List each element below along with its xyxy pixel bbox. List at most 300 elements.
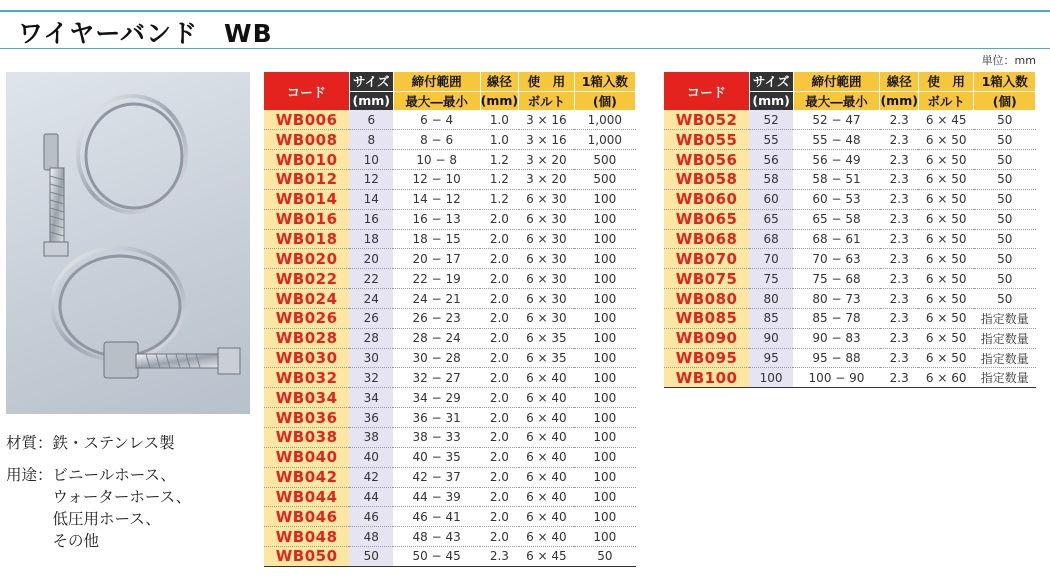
cell-bolt: 6 × 40 — [519, 368, 575, 388]
cell-range: 30 − 28 — [393, 348, 480, 368]
cell-size: 55 — [749, 130, 793, 150]
cell-code: WB055 — [664, 130, 749, 150]
use-list — [53, 464, 192, 552]
cell-qty: 100 — [574, 408, 635, 428]
cell-code: WB010 — [264, 150, 349, 170]
column-header-size-unit: (mm) — [749, 91, 793, 110]
cell-bolt: 6 × 40 — [519, 507, 575, 527]
cell-wire: 2.3 — [880, 189, 918, 209]
cell-wire: 1.2 — [480, 150, 518, 170]
cell-qty: 100 — [574, 249, 635, 269]
cell-bolt: 6 × 45 — [918, 110, 973, 130]
cell-size: 34 — [349, 388, 393, 408]
unit-label: 単位：mm — [981, 54, 1036, 67]
cell-code: WB030 — [264, 348, 349, 368]
table-row — [264, 467, 636, 487]
cell-size: 100 — [749, 368, 793, 388]
cell-qty: 100 — [574, 368, 635, 388]
column-header-size: サイズ — [749, 72, 793, 91]
cell-size: 6 — [349, 110, 393, 130]
cell-size: 24 — [349, 289, 393, 309]
table-row — [664, 289, 1036, 309]
cell-wire: 2.3 — [880, 348, 918, 368]
product-info — [6, 432, 256, 552]
table-row — [264, 428, 636, 448]
table-row — [264, 189, 636, 209]
cell-qty: 100 — [574, 428, 635, 448]
cell-qty: 100 — [574, 289, 635, 309]
column-header-code: コード — [664, 72, 749, 110]
cell-code: WB018 — [264, 229, 349, 249]
cell-wire: 2.3 — [880, 368, 918, 388]
cell-range: 65 − 58 — [793, 209, 880, 229]
table-row — [664, 249, 1036, 269]
cell-range: 26 − 23 — [393, 308, 480, 328]
table-row — [664, 150, 1036, 170]
wire-band-photo-icon — [6, 72, 250, 414]
use-row — [6, 464, 256, 552]
material-label: 材質： — [6, 434, 53, 452]
cell-wire: 2.0 — [480, 388, 518, 408]
cell-range: 10 − 8 — [393, 150, 480, 170]
cell-range: 68 − 61 — [793, 229, 880, 249]
cell-size: 46 — [349, 507, 393, 527]
cell-qty: 100 — [574, 507, 635, 527]
cell-bolt: 6 × 40 — [519, 388, 575, 408]
table-row — [264, 348, 636, 368]
table-row — [264, 209, 636, 229]
cell-code: WB056 — [664, 150, 749, 170]
table-row — [264, 150, 636, 170]
cell-code: WB006 — [264, 110, 349, 130]
column-header-size: サイズ — [349, 72, 393, 91]
table-row — [264, 170, 636, 190]
table-row — [664, 170, 1036, 190]
cell-wire: 2.0 — [480, 408, 518, 428]
column-header-wire-unit: (mm) — [880, 91, 918, 110]
cell-bolt: 6 × 30 — [519, 249, 575, 269]
header-bottom-rule — [0, 48, 1050, 49]
cell-size: 60 — [749, 189, 793, 209]
cell-range: 12 − 10 — [393, 170, 480, 190]
use-item: ビニールホース、 — [52, 466, 176, 484]
cell-wire: 2.3 — [880, 229, 918, 249]
cell-wire: 2.0 — [480, 308, 518, 328]
cell-size: 10 — [349, 150, 393, 170]
cell-qty: 50 — [974, 249, 1036, 269]
cell-size: 70 — [749, 249, 793, 269]
cell-range: 18 − 15 — [393, 229, 480, 249]
cell-bolt: 6 × 35 — [519, 348, 575, 368]
cell-range: 58 − 51 — [793, 170, 880, 190]
cell-code: WB050 — [264, 547, 349, 567]
cell-wire: 2.0 — [480, 289, 518, 309]
column-header-qty-unit: (個) — [574, 91, 635, 110]
material-value: 鉄・ステンレス製 — [52, 434, 175, 452]
cell-size: 14 — [349, 189, 393, 209]
cell-size: 58 — [749, 170, 793, 190]
cell-wire: 1.0 — [480, 110, 518, 130]
cell-bolt: 6 × 50 — [918, 328, 973, 348]
cell-bolt: 6 × 50 — [918, 289, 973, 309]
cell-bolt: 3 × 20 — [519, 170, 575, 190]
cell-wire: 1.2 — [480, 189, 518, 209]
table-row — [264, 388, 636, 408]
cell-range: 8 − 6 — [393, 130, 480, 150]
cell-wire: 2.0 — [480, 368, 518, 388]
page-header — [0, 0, 1050, 52]
cell-wire: 1.0 — [480, 130, 518, 150]
cell-range: 95 − 88 — [793, 348, 880, 368]
table-row — [264, 487, 636, 507]
table-row — [264, 130, 636, 150]
cell-qty: 100 — [574, 229, 635, 249]
column-header-qty: 1箱入数 — [974, 72, 1036, 91]
cell-code: WB032 — [264, 368, 349, 388]
cell-code: WB060 — [664, 189, 749, 209]
column-header-wire-unit: (mm) — [480, 91, 518, 110]
cell-bolt: 6 × 40 — [519, 408, 575, 428]
cell-wire: 2.0 — [480, 229, 518, 249]
use-item: ウォーターホース、 — [52, 488, 192, 506]
cell-wire: 2.3 — [880, 170, 918, 190]
cell-wire: 2.3 — [880, 289, 918, 309]
cell-qty: 50 — [974, 130, 1036, 150]
cell-qty: 50 — [974, 269, 1036, 289]
cell-code: WB090 — [664, 328, 749, 348]
cell-bolt: 6 × 30 — [519, 308, 575, 328]
cell-range: 32 − 27 — [393, 368, 480, 388]
table-row — [664, 110, 1036, 130]
cell-qty: 100 — [574, 328, 635, 348]
cell-wire: 2.3 — [880, 110, 918, 130]
column-header-bolt: 使 用 — [519, 72, 575, 91]
cell-range: 16 − 13 — [393, 209, 480, 229]
cell-code: WB065 — [664, 209, 749, 229]
table-row — [264, 229, 636, 249]
cell-qty: 指定数量 — [974, 348, 1036, 368]
table-row — [664, 209, 1036, 229]
table-row — [264, 328, 636, 348]
cell-code: WB012 — [264, 170, 349, 190]
cell-code: WB044 — [264, 487, 349, 507]
cell-code: WB080 — [664, 289, 749, 309]
cell-size: 36 — [349, 408, 393, 428]
cell-range: 46 − 41 — [393, 507, 480, 527]
cell-range: 80 − 73 — [793, 289, 880, 309]
cell-code: WB014 — [264, 189, 349, 209]
cell-bolt: 6 × 50 — [918, 209, 973, 229]
cell-range: 14 − 12 — [393, 189, 480, 209]
cell-bolt: 6 × 40 — [519, 487, 575, 507]
cell-range: 75 − 68 — [793, 269, 880, 289]
cell-size: 48 — [349, 527, 393, 547]
cell-bolt: 6 × 30 — [519, 189, 575, 209]
cell-bolt: 6 × 60 — [918, 368, 973, 388]
cell-range: 44 − 39 — [393, 487, 480, 507]
cell-size: 38 — [349, 428, 393, 448]
cell-code: WB068 — [664, 229, 749, 249]
cell-range: 60 − 53 — [793, 189, 880, 209]
cell-size: 42 — [349, 467, 393, 487]
use-item: 低圧用ホース、 — [52, 510, 161, 528]
column-header-wire: 線径 — [880, 72, 918, 91]
cell-range: 36 − 31 — [393, 408, 480, 428]
cell-bolt: 6 × 40 — [519, 428, 575, 448]
cell-qty: 1,000 — [574, 130, 635, 150]
cell-bolt: 6 × 40 — [519, 527, 575, 547]
cell-qty: 1,000 — [574, 110, 635, 130]
cell-code: WB026 — [264, 308, 349, 328]
cell-range: 22 − 19 — [393, 269, 480, 289]
table-row — [664, 348, 1036, 368]
cell-code: WB048 — [264, 527, 349, 547]
cell-bolt: 3 × 16 — [519, 130, 575, 150]
cell-bolt: 6 × 35 — [519, 328, 575, 348]
column-header-qty-unit: (個) — [974, 91, 1036, 110]
cell-size: 85 — [749, 308, 793, 328]
cell-wire: 2.0 — [480, 269, 518, 289]
table-row — [264, 368, 636, 388]
table-row — [264, 507, 636, 527]
column-header-qty: 1箱入数 — [574, 72, 635, 91]
table-row — [664, 229, 1036, 249]
cell-qty: 100 — [574, 269, 635, 289]
cell-qty: 100 — [574, 388, 635, 408]
cell-size: 20 — [349, 249, 393, 269]
cell-bolt: 6 × 50 — [918, 229, 973, 249]
table-row — [264, 308, 636, 328]
table-row — [264, 408, 636, 428]
cell-code: WB008 — [264, 130, 349, 150]
page-title: ワイヤーバンド WB — [18, 19, 273, 48]
cell-size: 30 — [349, 348, 393, 368]
cell-wire: 2.0 — [480, 428, 518, 448]
table-row — [264, 249, 636, 269]
cell-size: 95 — [749, 348, 793, 368]
cell-range: 50 − 45 — [393, 547, 480, 567]
cell-size: 52 — [749, 110, 793, 130]
cell-size: 80 — [749, 289, 793, 309]
cell-range: 100 − 90 — [793, 368, 880, 388]
cell-range: 56 − 49 — [793, 150, 880, 170]
cell-code: WB028 — [264, 328, 349, 348]
cell-bolt: 6 × 40 — [519, 467, 575, 487]
cell-qty: 100 — [574, 447, 635, 467]
cell-wire: 2.3 — [880, 150, 918, 170]
table-row — [264, 289, 636, 309]
table-row — [264, 547, 636, 567]
cell-range: 28 − 24 — [393, 328, 480, 348]
cell-wire: 2.3 — [880, 209, 918, 229]
cell-bolt: 3 × 16 — [519, 110, 575, 130]
cell-qty: 50 — [974, 150, 1036, 170]
cell-range: 55 − 48 — [793, 130, 880, 150]
cell-range: 70 − 63 — [793, 249, 880, 269]
column-header-range-sub: 最大―最小 — [793, 91, 880, 110]
cell-bolt: 6 × 30 — [519, 229, 575, 249]
cell-size: 32 — [349, 368, 393, 388]
header-top-rule — [0, 10, 1050, 12]
use-item: その他 — [52, 532, 100, 550]
cell-bolt: 6 × 40 — [519, 447, 575, 467]
table-row — [264, 269, 636, 289]
cell-range: 20 − 17 — [393, 249, 480, 269]
cell-code: WB022 — [264, 269, 349, 289]
cell-code: WB070 — [664, 249, 749, 269]
product-photo — [6, 72, 250, 414]
cell-wire: 2.0 — [480, 249, 518, 269]
cell-size: 56 — [749, 150, 793, 170]
cell-wire: 1.2 — [480, 170, 518, 190]
cell-size: 26 — [349, 308, 393, 328]
cell-size: 8 — [349, 130, 393, 150]
table-row — [664, 368, 1036, 388]
column-header-code: コード — [264, 72, 349, 110]
cell-bolt: 6 × 50 — [918, 249, 973, 269]
cell-range: 42 − 37 — [393, 467, 480, 487]
cell-wire: 2.3 — [480, 547, 518, 567]
cell-qty: 100 — [574, 527, 635, 547]
cell-qty: 指定数量 — [974, 308, 1036, 328]
cell-bolt: 6 × 50 — [918, 150, 973, 170]
cell-size: 40 — [349, 447, 393, 467]
column-header-bolt-sub: ボルト — [519, 91, 575, 110]
cell-wire: 2.0 — [480, 487, 518, 507]
cell-code: WB058 — [664, 170, 749, 190]
cell-size: 75 — [749, 269, 793, 289]
cell-wire: 2.0 — [480, 209, 518, 229]
cell-qty: 500 — [574, 170, 635, 190]
cell-wire: 2.3 — [880, 308, 918, 328]
cell-size: 65 — [749, 209, 793, 229]
table-row — [264, 447, 636, 467]
cell-size: 28 — [349, 328, 393, 348]
spec-table-right — [664, 72, 1036, 388]
cell-size: 18 — [349, 229, 393, 249]
cell-qty: 100 — [574, 487, 635, 507]
cell-bolt: 3 × 20 — [519, 150, 575, 170]
cell-bolt: 6 × 30 — [519, 289, 575, 309]
cell-wire: 2.0 — [480, 527, 518, 547]
cell-qty: 50 — [574, 547, 635, 567]
cell-bolt: 6 × 45 — [519, 547, 575, 567]
cell-range: 52 − 47 — [793, 110, 880, 130]
cell-size: 68 — [749, 229, 793, 249]
use-label: 用途： — [6, 466, 53, 484]
cell-qty: 50 — [974, 110, 1036, 130]
cell-range: 40 − 35 — [393, 447, 480, 467]
cell-wire: 2.3 — [880, 130, 918, 150]
cell-code: WB038 — [264, 428, 349, 448]
cell-qty: 50 — [974, 289, 1036, 309]
column-header-size-unit: (mm) — [349, 91, 393, 110]
cell-bolt: 6 × 50 — [918, 269, 973, 289]
cell-code: WB036 — [264, 408, 349, 428]
cell-code: WB100 — [664, 368, 749, 388]
column-header-range: 締付範囲 — [793, 72, 880, 91]
table-row — [664, 189, 1036, 209]
cell-range: 48 − 43 — [393, 527, 480, 547]
cell-range: 34 − 29 — [393, 388, 480, 408]
table-row — [264, 527, 636, 547]
cell-size: 44 — [349, 487, 393, 507]
cell-code: WB085 — [664, 308, 749, 328]
cell-bolt: 6 × 30 — [519, 269, 575, 289]
cell-qty: 100 — [574, 467, 635, 487]
cell-qty: 100 — [574, 189, 635, 209]
cell-qty: 50 — [974, 229, 1036, 249]
cell-bolt: 6 × 30 — [519, 209, 575, 229]
cell-code: WB095 — [664, 348, 749, 368]
column-header-bolt-sub: ボルト — [918, 91, 973, 110]
cell-size: 16 — [349, 209, 393, 229]
cell-code: WB016 — [264, 209, 349, 229]
cell-range: 90 − 83 — [793, 328, 880, 348]
cell-wire: 2.0 — [480, 348, 518, 368]
cell-code: WB075 — [664, 269, 749, 289]
cell-size: 90 — [749, 328, 793, 348]
cell-bolt: 6 × 50 — [918, 189, 973, 209]
cell-bolt: 6 × 50 — [918, 170, 973, 190]
table-row — [664, 328, 1036, 348]
cell-range: 38 − 33 — [393, 428, 480, 448]
cell-bolt: 6 × 50 — [918, 348, 973, 368]
cell-wire: 2.3 — [880, 328, 918, 348]
cell-size: 50 — [349, 547, 393, 567]
spec-table-left — [264, 72, 636, 567]
cell-wire: 2.0 — [480, 328, 518, 348]
table-row — [664, 308, 1036, 328]
cell-code: WB024 — [264, 289, 349, 309]
cell-range: 6 − 4 — [393, 110, 480, 130]
cell-code: WB034 — [264, 388, 349, 408]
cell-qty: 100 — [574, 348, 635, 368]
cell-code: WB042 — [264, 467, 349, 487]
cell-size: 12 — [349, 170, 393, 190]
cell-qty: 50 — [974, 209, 1036, 229]
cell-wire: 2.0 — [480, 467, 518, 487]
cell-qty: 50 — [974, 170, 1036, 190]
table-row — [664, 269, 1036, 289]
cell-qty: 500 — [574, 150, 635, 170]
cell-code: WB046 — [264, 507, 349, 527]
column-header-range-sub: 最大―最小 — [393, 91, 480, 110]
cell-qty: 100 — [574, 308, 635, 328]
cell-range: 24 − 21 — [393, 289, 480, 309]
cell-code: WB052 — [664, 110, 749, 130]
cell-qty: 指定数量 — [974, 328, 1036, 348]
cell-size: 22 — [349, 269, 393, 289]
cell-wire: 2.3 — [880, 269, 918, 289]
table-row — [264, 110, 636, 130]
column-header-range: 締付範囲 — [393, 72, 480, 91]
cell-range: 85 − 78 — [793, 308, 880, 328]
cell-bolt: 6 × 50 — [918, 308, 973, 328]
cell-qty: 100 — [574, 209, 635, 229]
cell-bolt: 6 × 50 — [918, 130, 973, 150]
cell-qty: 50 — [974, 189, 1036, 209]
cell-wire: 2.0 — [480, 447, 518, 467]
cell-wire: 2.0 — [480, 507, 518, 527]
cell-code: WB020 — [264, 249, 349, 269]
material-row — [6, 432, 256, 454]
cell-qty: 指定数量 — [974, 368, 1036, 388]
table-row — [664, 130, 1036, 150]
cell-wire: 2.3 — [880, 249, 918, 269]
cell-code: WB040 — [264, 447, 349, 467]
column-header-wire: 線径 — [480, 72, 518, 91]
